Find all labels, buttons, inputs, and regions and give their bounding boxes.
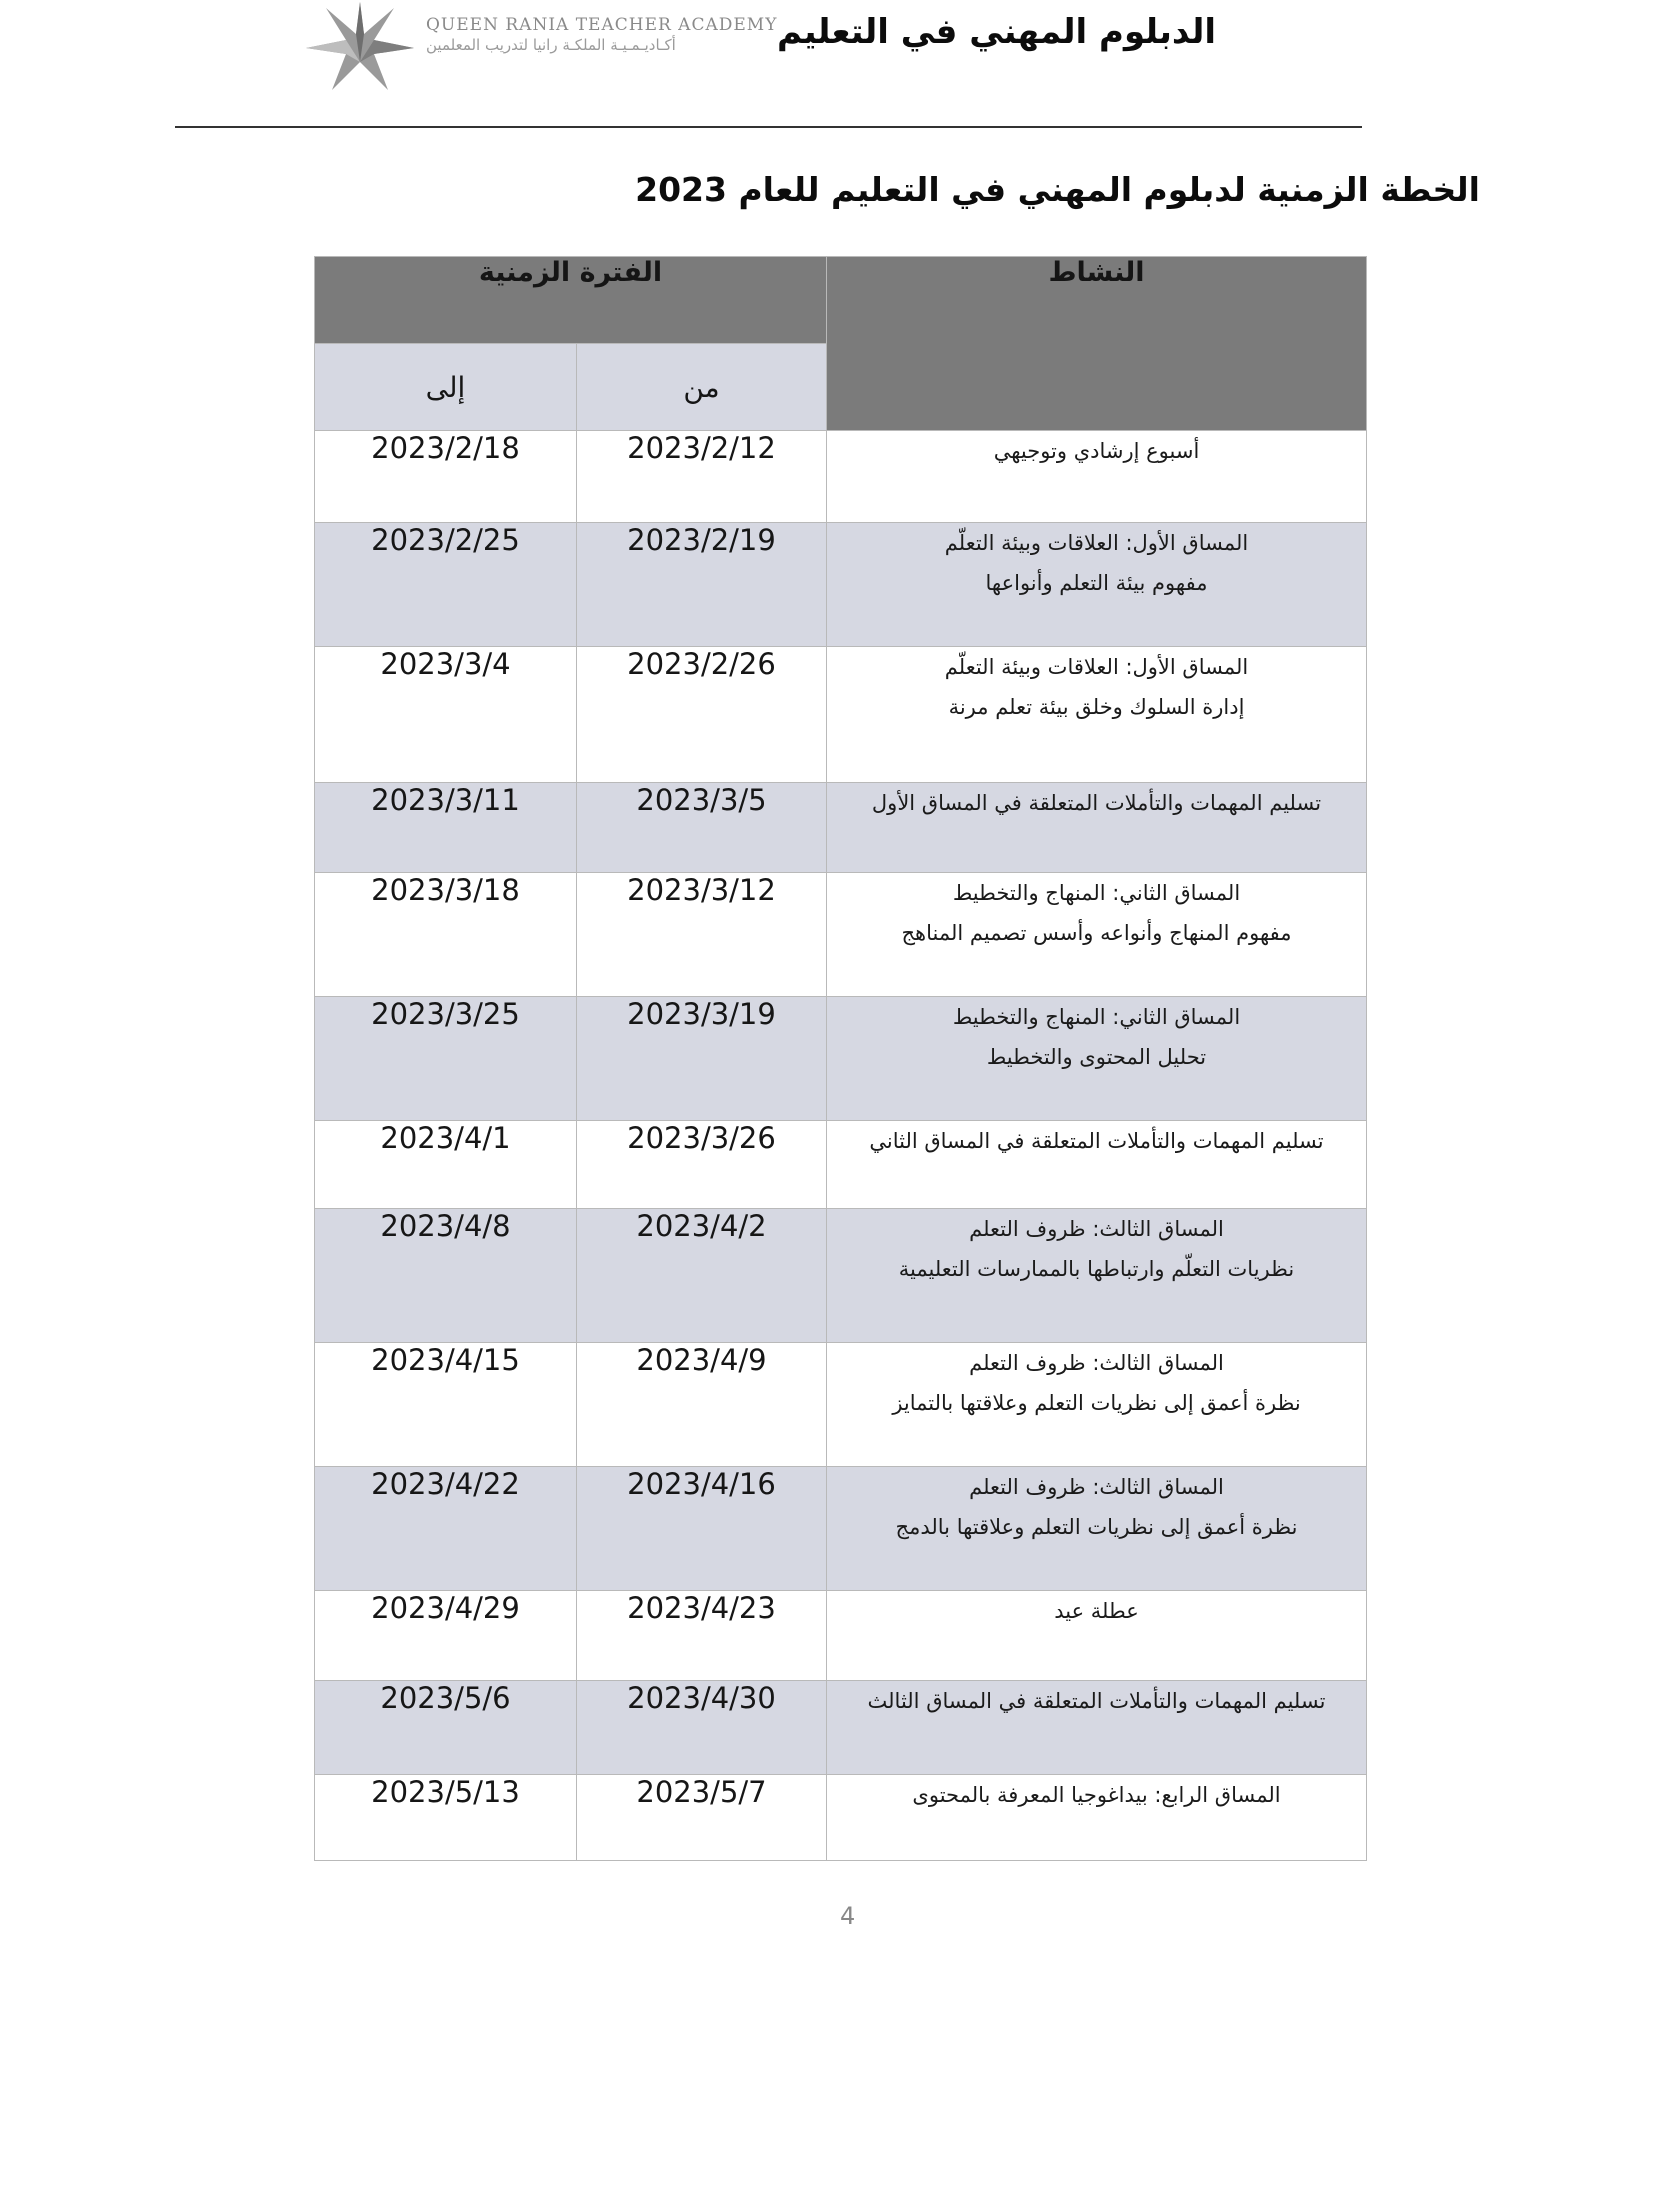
to-date-cell: 2023/2/25: [315, 523, 577, 647]
to-date-cell: 2023/4/8: [315, 1209, 577, 1343]
table-row: [315, 523, 1367, 647]
academy-star-logo-icon: [298, 0, 418, 92]
activity-cell: تسليم المهمات والتأملات المتعلقة في المساق الثالث: [827, 1681, 1367, 1775]
academy-name-english: QUEEN RANIA TEACHER ACADEMY: [426, 15, 778, 35]
page-number: 4: [840, 1902, 856, 1930]
to-date-cell: 2023/4/1: [315, 1121, 577, 1209]
activity-cell: المساق الأول: العلاقات وبيئة التعلّم مفهوم بيئة التعلم وأنواعها: [827, 523, 1367, 647]
to-date-cell: 2023/4/22: [315, 1467, 577, 1591]
from-date-cell: 2023/3/12: [577, 873, 827, 997]
from-date-cell: 2023/4/30: [577, 1681, 827, 1775]
from-date-cell: 2023/4/16: [577, 1467, 827, 1591]
header-divider: [175, 126, 1362, 128]
from-date-cell: 2023/2/12: [577, 431, 827, 523]
to-date-cell: 2023/5/13: [315, 1775, 577, 1861]
to-date-cell: 2023/3/11: [315, 783, 577, 873]
page-header: [0, 0, 1656, 130]
table-row: [315, 647, 1367, 783]
activity-cell: تسليم المهمات والتأملات المتعلقة في المساق الأول: [827, 783, 1367, 873]
to-date-cell: 2023/3/25: [315, 997, 577, 1121]
activity-cell: المساق الثاني: المنهاج والتخطيط تحليل المحتوى والتخطيط: [827, 997, 1367, 1121]
activity-cell: المساق الثاني: المنهاج والتخطيط مفهوم المنهاج وأنواعه وأسس تصميم المناهج: [827, 873, 1367, 997]
to-column-header: إلى: [315, 344, 577, 431]
table-row: [315, 873, 1367, 997]
from-date-cell: 2023/3/5: [577, 783, 827, 873]
to-date-cell: 2023/4/15: [315, 1343, 577, 1467]
table-row: [315, 783, 1367, 873]
section-title: الخطة الزمنية لدبلوم المهني في التعليم للعام 2023: [635, 170, 1480, 209]
from-date-cell: 2023/2/26: [577, 647, 827, 783]
period-column-header: الفترة الزمنية: [315, 257, 827, 344]
table-row: [315, 1775, 1367, 1861]
activity-cell: عطلة عيد: [827, 1591, 1367, 1681]
from-column-header: من: [577, 344, 827, 431]
from-date-cell: 2023/2/19: [577, 523, 827, 647]
from-date-cell: 2023/3/19: [577, 997, 827, 1121]
table-row: [315, 1467, 1367, 1591]
to-date-cell: 2023/4/29: [315, 1591, 577, 1681]
academy-name-arabic: أكـاديـمـيـة الملكـة رانيا لتدريب المعلمين: [426, 36, 676, 54]
activity-cell: المساق الثالث: ظروف التعلم نظرة أعمق إلى نظريات التعلم وعلاقتها بالدمج: [827, 1467, 1367, 1591]
table-row: [315, 1121, 1367, 1209]
from-date-cell: 2023/5/7: [577, 1775, 827, 1861]
to-date-cell: 2023/2/18: [315, 431, 577, 523]
activity-cell: أسبوع إرشادي وتوجيهي: [827, 431, 1367, 523]
table-row: [315, 1209, 1367, 1343]
activity-cell: المساق الأول: العلاقات وبيئة التعلّم إدارة السلوك وخلق بيئة تعلم مرنة: [827, 647, 1367, 783]
table-row: [315, 1343, 1367, 1467]
activity-column-header: النشاط: [827, 257, 1367, 431]
from-date-cell: 2023/3/26: [577, 1121, 827, 1209]
schedule-table: [314, 256, 1367, 1861]
to-date-cell: 2023/3/4: [315, 647, 577, 783]
to-date-cell: 2023/5/6: [315, 1681, 577, 1775]
document-header-title: الدبلوم المهني في التعليم: [777, 12, 1216, 52]
to-date-cell: 2023/3/18: [315, 873, 577, 997]
table-row: [315, 1681, 1367, 1775]
activity-cell: المساق الثالث: ظروف التعلم نظريات التعلّم وارتباطها بالممارسات التعليمية: [827, 1209, 1367, 1343]
from-date-cell: 2023/4/23: [577, 1591, 827, 1681]
from-date-cell: 2023/4/9: [577, 1343, 827, 1467]
table-row: [315, 431, 1367, 523]
table-row: [315, 997, 1367, 1121]
activity-cell: المساق الثالث: ظروف التعلم نظرة أعمق إلى نظريات التعلم وعلاقتها بالتمايز: [827, 1343, 1367, 1467]
activity-cell: المساق الرابع: بيداغوجيا المعرفة بالمحتوى: [827, 1775, 1367, 1861]
from-date-cell: 2023/4/2: [577, 1209, 827, 1343]
table-row: [315, 1591, 1367, 1681]
activity-cell: تسليم المهمات والتأملات المتعلقة في المساق الثاني: [827, 1121, 1367, 1209]
